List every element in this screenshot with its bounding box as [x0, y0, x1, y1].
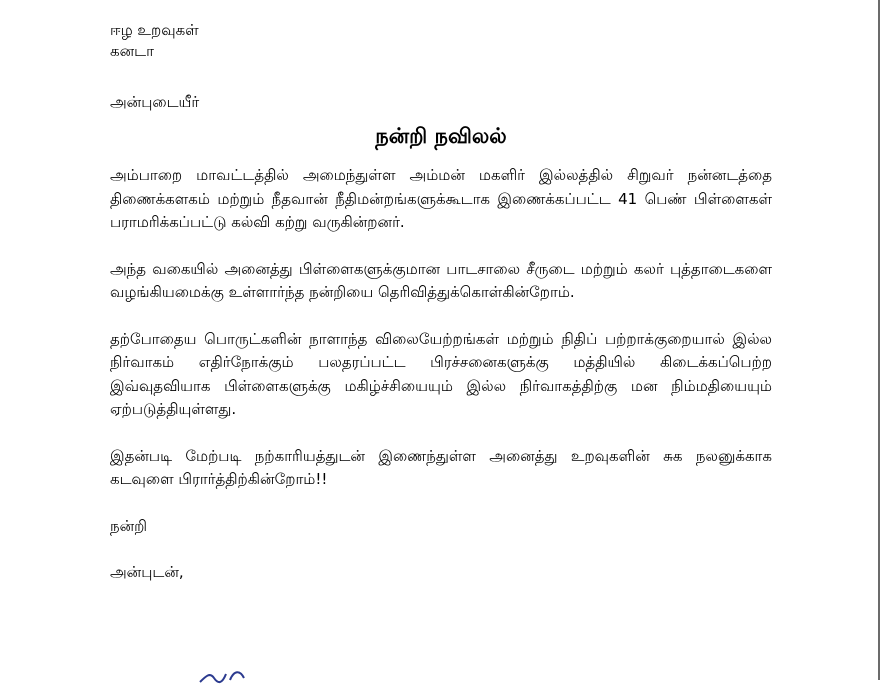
address-line-2: கனடா [110, 42, 154, 60]
paragraph-2: அந்த வகையில் அனைத்து பிள்ளைகளுக்குமான பாடசாலை சீருடை மற்றும் கலர் புத்தாடைகளை வழங்கியமைக்கு உள்ளார்ந்த நன்றியை தெரிவித்துக்கொள்கின்றோம். [110, 259, 772, 301]
paragraph-3: தற்போதைய பொருட்களின் நாளாந்த விலையேற்றங்கள் மற்றும் நிதிப் பற்றாக்குறையால் இல்ல நிர்வாகம் எதிர்நோக்கும் பலதரப்பட்ட பிரச்சனைகளுக்கு மத்தியில் கிடைக்கப்பெற்ற இவ்வுதவியாக பிள்ளைகளுக்கு மகிழ்ச்சியையும் இல்ல நிர்வாகத்திற்கு மன நிம்மதியையும் ஏற்படுத்தியுள்ளது. [110, 329, 772, 418]
letter-body [110, 0, 772, 583]
thanks-line: நன்றி [110, 516, 148, 535]
letter-title: நன்றி நவிலல் [375, 124, 507, 148]
recipient-address [110, 20, 772, 62]
handwritten-signature [196, 666, 256, 686]
paragraph-1: அம்பாறை மாவட்டத்தில் அமைந்துள்ள அம்மன் மகளிர் இல்லத்தில் சிறுவர் நன்னடத்தை திணைக்களகம் மற்றும் நீதவான் நீதிமன்றங்களுக்கூடாக இணைக்கப்பட்ட 41 பெண் பிள்ளைகள் பராமரிக்கப்பட்டு கல்வி கற்று வருகின்றனர். [110, 166, 772, 231]
salutation: அன்புடையீர் [110, 93, 200, 111]
address-line-1: ஈழ உறவுகள் [110, 21, 199, 39]
closing-line: அன்புடன், [110, 562, 184, 581]
paragraph-4: இதன்படி மேற்படி நற்காரியத்துடன் இணைந்துள்ள அனைத்து உறவுகளின் சுக நலனுக்காக கடவுளை பிரார்த்திற்கின்றோம்!! [110, 446, 772, 488]
